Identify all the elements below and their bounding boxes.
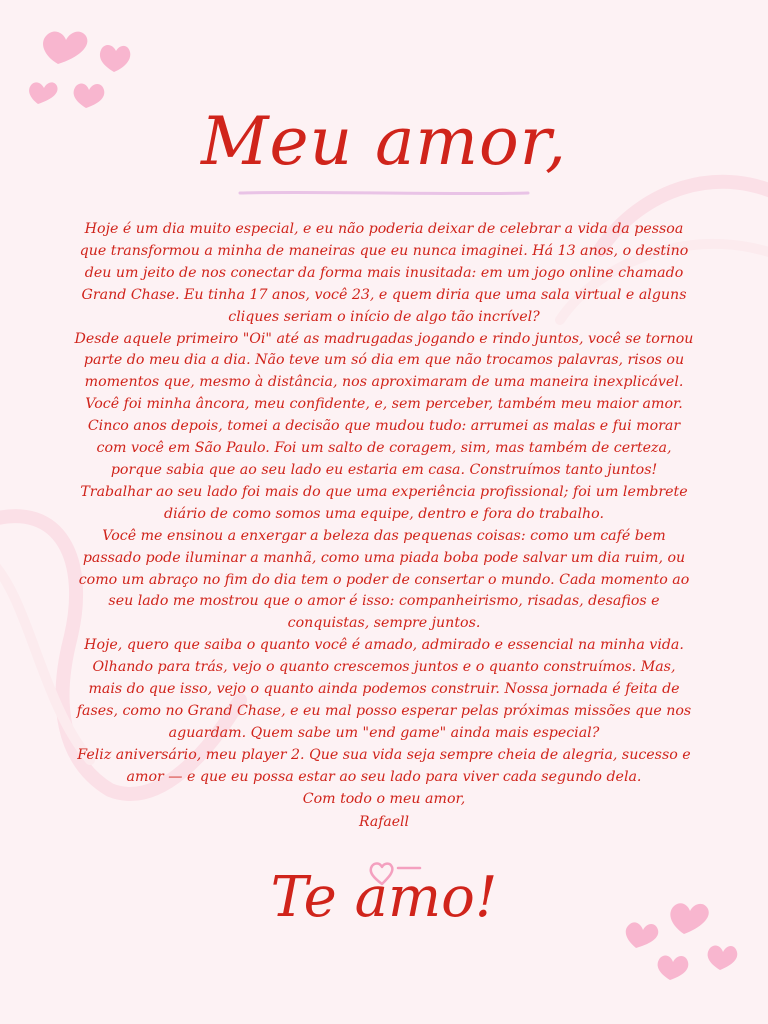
letter-paragraph: Hoje, quero que saiba o quanto você é amado, admirado e essencial na minha vida. Olhando para trás, vejo o quanto crescemos juntos e o quanto construímos. Mas, mais do que isso, vejo o quanto ainda podemos construir. Nossa jornada é feita de fases, como no Grand Chase, e eu mal posso esperar pelas próximas missões que nos aguardam. Quem sabe um "end game" ainda mais especial?	[76, 637, 692, 741]
letter-paragraph: Hoje é um dia muito especial, e eu não poderia deixar de celebrar a vida da pessoa que transformou a minha de maneiras que eu nunca imaginei. Há 13 anos, o destino deu um jeito de nos conectar da forma mais inusitada: em um jogo online chamado Grand Chase. Eu tinha 17 anos, você 23, e quem diria que uma sala virtual e alguns cliques seriam o início de algo tão incrível?	[79, 221, 689, 325]
letter-signature: Rafaell	[359, 814, 409, 830]
hearts-cluster-icon	[24, 24, 134, 114]
letter-body	[74, 219, 694, 810]
footer-message: Te amo!	[270, 865, 498, 930]
title-underline	[238, 190, 530, 196]
letter-closing: Com todo o meu amor,	[302, 790, 466, 807]
letter-paragraph: Cinco anos depois, tomei a decisão que mudou tudo: arrumei as malas e fui morar com você em São Paulo. Foi um salto de coragem, sim, mas também de certeza, porque sabia que ao seu lado eu estaria em casa. Construímos tanto juntos! Trabalhar ao seu lado foi mais do que uma experiência profissional; foi um lembrete diário de como somos uma equipe, dentro e fora do trabalho.	[80, 418, 688, 522]
letter-title: Meu amor,	[200, 103, 568, 180]
letter-paragraph: Você me ensinou a enxergar a beleza das pequenas coisas: como um café bem passado pode iluminar a manhã, como uma piada boba pode salvar um dia ruim, ou como um abraço no fim do dia tem o poder de consertar o mundo. Cada momento ao seu lado me mostrou que o amor é isso: companheirismo, risadas, desafios e conquistas, sempre juntos.	[78, 527, 690, 632]
heart-outline-icon	[364, 858, 424, 890]
letter-paragraph: Feliz aniversário, meu player 2. Que sua vida seja sempre cheia de alegria, sucesso e amor — e que eu possa estar ao seu lado para viver cada segundo dela.	[77, 746, 691, 785]
letter-paragraph: Desde aquele primeiro "Oi" até as madrugadas jogando e rindo juntos, você se tornou parte do meu dia a dia. Não teve um só dia em que não trocamos palavras, risos ou momentos que, mesmo à distância, nos aproximaram de uma maneira inexplicável. Você foi minha âncora, meu confidente, e, sem perceber, também meu maior amor.	[74, 330, 694, 413]
